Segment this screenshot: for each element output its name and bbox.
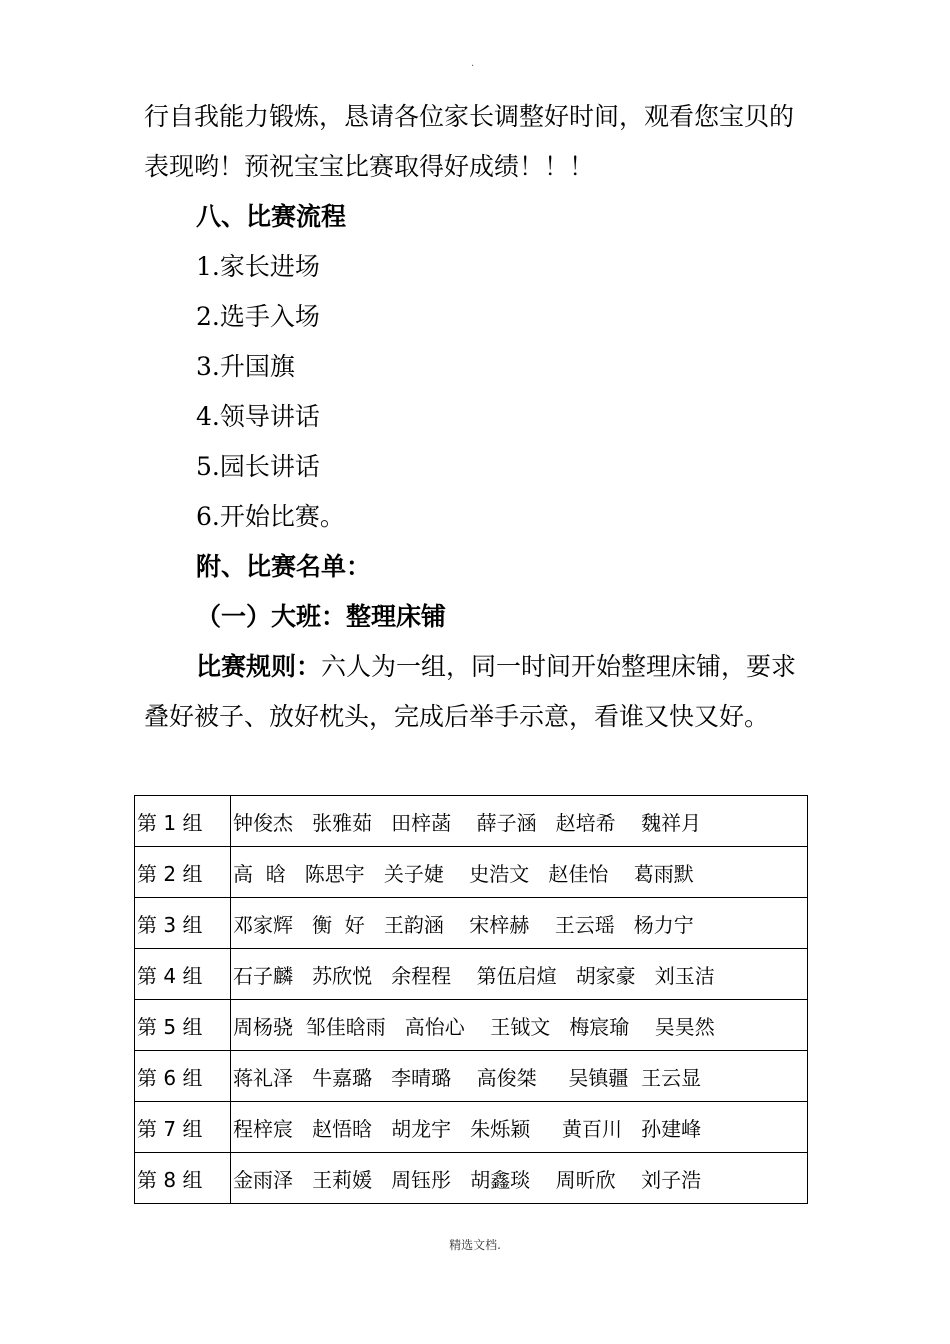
- names-cell: 程梓宸 赵悟晗 胡龙宇 朱烁颖 黄百川 孙建峰: [231, 1102, 808, 1153]
- group-cell: 第 1 组: [135, 796, 231, 847]
- process-step: 1.家长进场: [196, 252, 320, 281]
- names-cell: 邓家辉 衡 好 王韵涵 宋梓赫 王云瑶 杨力宁: [231, 898, 808, 949]
- rules-line-continued: 叠好被子、放好枕头，完成后举手示意，看谁又快又好。: [144, 702, 770, 731]
- paragraph-line: 行自我能力锻炼，恳请各位家长调整好时间，观看您宝贝的: [144, 102, 795, 131]
- names-cell: 金雨泽 王莉媛 周钰彤 胡鑫琰 周昕欣 刘子浩: [231, 1153, 808, 1204]
- group-cell: 第 5 组: [135, 1000, 231, 1051]
- rules-text: 六人为一组，同一时间开始整理床铺，要求: [321, 652, 797, 681]
- table-row: [135, 1051, 808, 1102]
- process-step: 2.选手入场: [196, 302, 320, 331]
- header-mark: .: [471, 58, 475, 69]
- names-cell: 钟俊杰 张雅茹 田梓菡 薛子涵 赵培希 魏祥月: [231, 796, 808, 847]
- names-cell: 周杨骁 邹佳晗雨 高怡心 王钺文 梅宸瑜 吴昊然: [231, 1000, 808, 1051]
- roster-table: [134, 795, 808, 1204]
- names-cell: 蒋礼泽 牛嘉璐 李晴璐 高俊桀 吴镇疆 王云显: [231, 1051, 808, 1102]
- process-step: 6.开始比赛。: [196, 502, 345, 531]
- names-cell: 石子麟 苏欣悦 余程程 第伍启煊 胡家豪 刘玉洁: [231, 949, 808, 1000]
- names-cell: 高 晗 陈思宇 关子婕 史浩文 赵佳怡 葛雨默: [231, 847, 808, 898]
- process-step: 3.升国旗: [196, 352, 295, 381]
- process-step: 4.领导讲话: [196, 402, 320, 431]
- group-cell: 第 3 组: [135, 898, 231, 949]
- group-cell: 第 6 组: [135, 1051, 231, 1102]
- group-cell: 第 4 组: [135, 949, 231, 1000]
- table-row: [135, 1153, 808, 1204]
- table-row: [135, 796, 808, 847]
- group-cell: 第 8 组: [135, 1153, 231, 1204]
- table-row: [135, 949, 808, 1000]
- table-row: [135, 898, 808, 949]
- group-cell: 第 7 组: [135, 1102, 231, 1153]
- subsection-heading: （一）大班：整理床铺: [196, 602, 447, 631]
- process-step: 5.园长讲话: [196, 452, 320, 481]
- rules-line: [196, 650, 796, 684]
- page-footer: 精选文档.: [449, 1238, 501, 1252]
- table-row: [135, 1102, 808, 1153]
- table-row: [135, 847, 808, 898]
- section-heading-process: 八、比赛流程: [196, 202, 347, 231]
- appendix-heading: 附、比赛名单：: [196, 552, 372, 581]
- rules-label: 比赛规则：: [196, 652, 322, 681]
- group-cell: 第 2 组: [135, 847, 231, 898]
- paragraph-line: 表现哟！预祝宝宝比赛取得好成绩！！！: [144, 152, 595, 181]
- table-row: [135, 1000, 808, 1051]
